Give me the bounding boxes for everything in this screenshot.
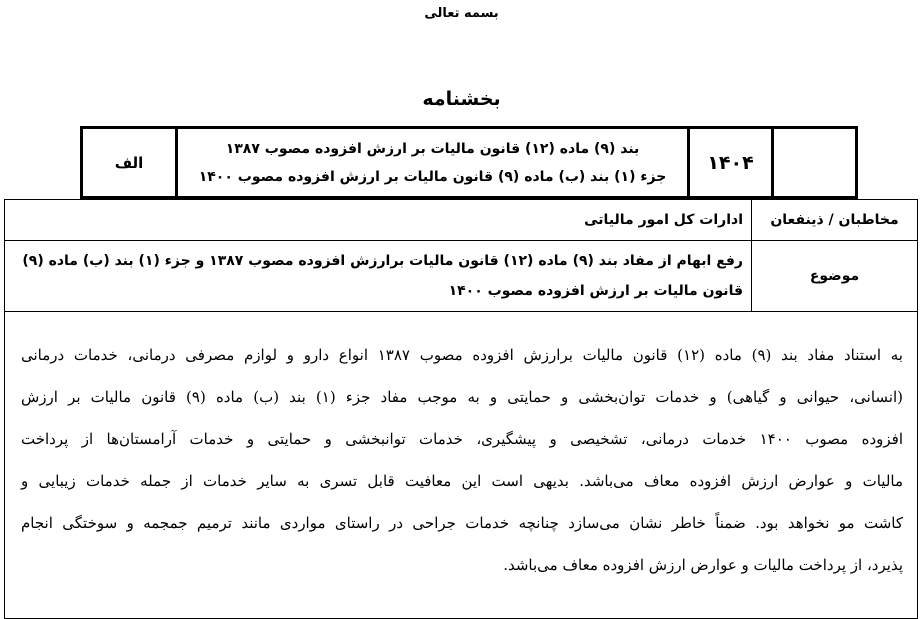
body-line: مالیات و عوارض ارزش افزوده معاف می‌باشد. بدیهی است این معافیت قابل تسری به سایر خدمات از جمله خدمات زیبایی و [21,472,903,490]
empty-cell [771,129,855,196]
topic-row [5,241,917,312]
topic-line: رفع ابهام از مفاد بند (۹) ماده (۱۲) قانون مالیات برارزش افزوده مصوب ۱۳۸۷ و جزء (۱) بند (ب) ماده (۹) [22,253,743,269]
circular-number: ۱۴۰۴ [687,129,771,196]
body-line: کاشت مو نخواهد بود. ضمناً خاطر نشان می‌سازد چنانچه خدمات جراحی در راستای مواردی مانند ترمیم جمجمه و سوختگی انجام [21,514,903,532]
bismillah-heading: بسمه تعالی [424,6,499,21]
info-table [80,126,858,199]
subject-line: بند (۹) ماده (۱۲) قانون مالیات بر ارزش افزوده مصوب ۱۳۸۷ [225,140,640,157]
circular-body-box [4,199,918,619]
circular-subject [175,129,687,196]
body-line: به استناد مفاد بند (۹) ماده (۱۲) قانون مالیات برارزش افزوده مصوب ۱۳۸۷ انواع دارو و لوازم مصرفی درمانی، خدمات درمانی [21,346,903,364]
topic-line: قانون مالیات بر ارزش افزوده مصوب ۱۴۰۰ [448,283,743,299]
body-text [5,312,917,586]
circular-code: الف [114,153,144,172]
body-line: افزوده مصوب ۱۴۰۰ خدمات درمانی، تشخیصی و پیشگیری، خدمات توانبخشی و حمایتی و خدمات آرامستان‌ها از پرداخت [21,430,903,448]
topic-label: موضوع [751,241,917,311]
audience-label: مخاطبان / ذینفعان [751,200,917,240]
body-line: پذیرد، از پرداخت مالیات و عوارض ارزش افزوده معاف می‌باشد. [503,556,903,574]
audience-row [5,200,917,241]
subject-line: جزء (۱) بند (ب) ماده (۹) قانون مالیات بر ارزش افزوده مصوب ۱۴۰۰ [198,168,667,185]
topic-value [5,241,751,311]
document-title: بخشنامه [422,88,501,110]
body-line: (انسانی، حیوانی و گیاهی) و خدمات توان‌بخشی و حمایتی و به موجب مفاد جزء (۱) بند (ب) ماده (۹) قانون مالیات بر ارزش [21,388,903,406]
audience-value: ادارات کل امور مالیاتی [584,212,743,228]
